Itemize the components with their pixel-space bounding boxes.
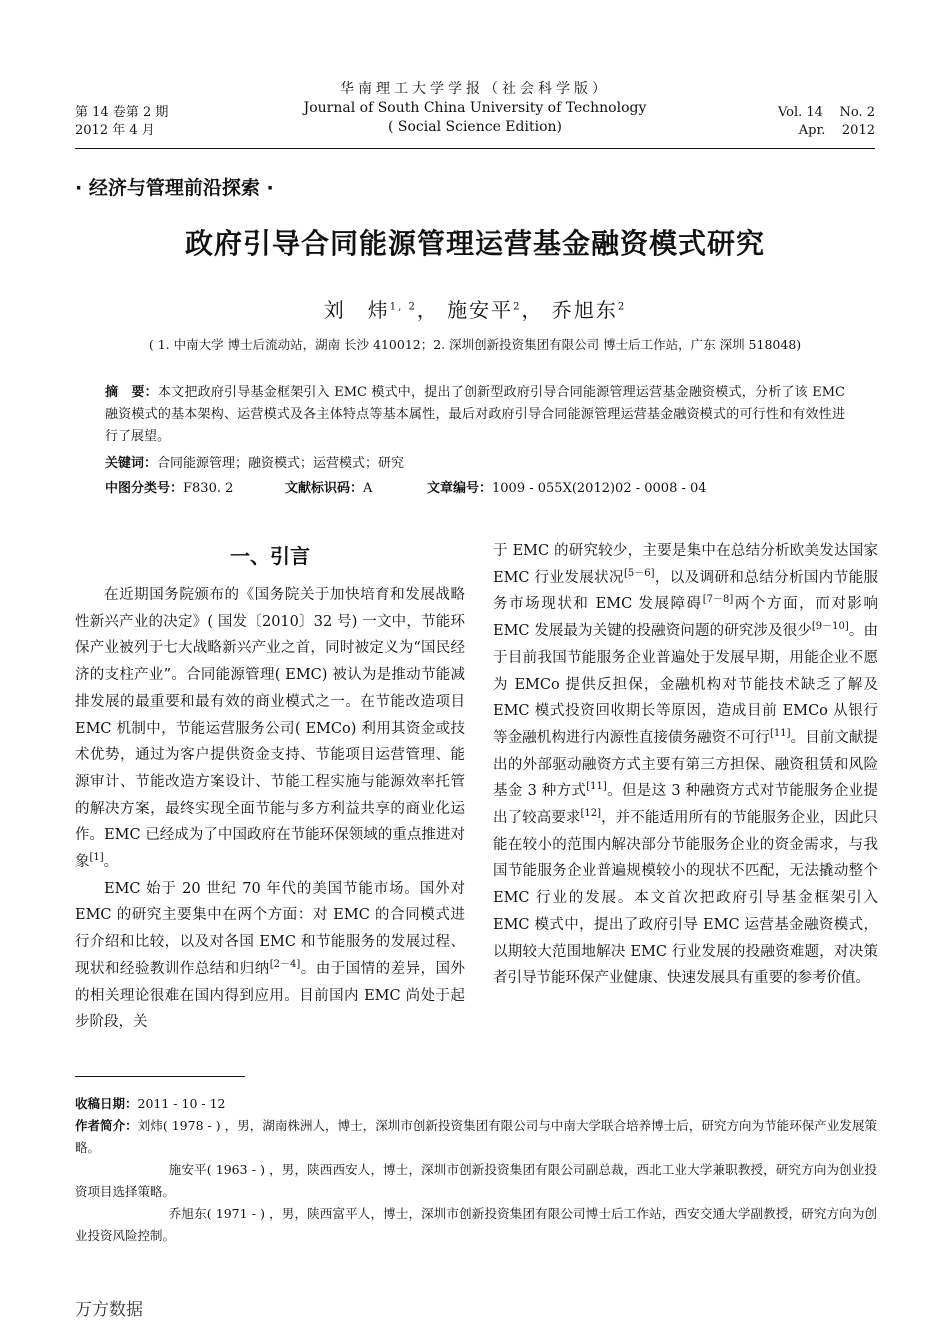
author-affil-sup: 2 — [617, 301, 627, 313]
paragraph-text: ，并不能适用所有的节能服务企业，因此只能在较小的范围内解决部分节能服务企业的资金需求，与我国节能服务企业普遍规模较小的现状不匹配，无法撬动整个 EMC 行业的发展。本文首次把政府引导基金框架引入 EMC 模式中，提出了政府引导 EMC 运营基金融资模式，以期较大范围地解决 EMC 行业发展的投融资难题，对决策者引导节能环保产业健康、快速发展具有重要的参考价值。 — [493, 810, 879, 987]
paragraph — [75, 582, 465, 876]
received-date — [75, 1093, 877, 1115]
paragraph-text: ，以及调研和总结分析国内节能服务市场现状和 EMC 发展障碍 — [493, 569, 879, 613]
doc-code-label: 文献标识码： — [285, 481, 364, 496]
citation: [12] — [580, 808, 602, 820]
left-column — [75, 582, 465, 1036]
volume-issue-cn: 第 14 卷第 2 期 — [75, 105, 169, 120]
paragraph-text: 。目前文献提出的外部驱动融资方式主要有第三方担保、融资租赁和风险基金 3 种方式 — [493, 729, 879, 800]
paragraph-text: 于 EMC 的研究较少，主要是集中在总结分析欧美发达国家 EMC 行业发展状况 — [493, 543, 878, 586]
right-column — [493, 538, 878, 992]
citation: [11] — [770, 728, 791, 740]
author-name: 施安平 — [447, 298, 514, 322]
abstract-text: 本文把政府引导基金框架引入 EMC 模式中，提出了创新型政府引导合同能源管理运营基金融资模式，分析了该 EMC 融资模式的基本架构、运营模式及各主体特点等基本属性，最后对政府引导合同能源管理运营基金融资模式的可行性和有效性进行了展望。 — [105, 385, 845, 444]
article-no-value: 1009 - 055X(2012)02 - 0008 - 04 — [492, 481, 707, 496]
journal-title-cn: 华南理工大学学报（社会科学版） — [340, 81, 610, 97]
clc-label: 中图分类号： — [105, 481, 184, 496]
clc-value: F830. 2 — [183, 481, 234, 496]
abstract-label: 摘 要： — [105, 385, 158, 400]
footnote-rule — [75, 1076, 245, 1077]
citation: [2－4] — [269, 959, 301, 971]
received-label: 收稿日期： — [75, 1096, 138, 1111]
paragraph — [75, 876, 465, 1036]
citation: [1] — [89, 852, 104, 864]
volume-en: Vol. 14 — [777, 105, 823, 120]
paragraph-text: 。但是这 3 种融资方式对节能服务企业提出了较高要求 — [493, 783, 878, 827]
year-en: 2012 — [841, 123, 875, 138]
author-sep: ， — [521, 298, 544, 322]
paragraph-text: 。由于国情的差异，国外的相关理论很难在国内得到应用。目前国内 EMC 尚处于起步阶段，关 — [75, 960, 466, 1031]
article-no-label: 文章编号： — [427, 481, 493, 496]
abstract — [105, 382, 845, 448]
citation: [7－8] — [702, 594, 734, 606]
number-en: No. 2 — [839, 105, 875, 120]
citation: [5－6] — [623, 567, 655, 579]
header-right — [778, 104, 875, 140]
watermark: 万方数据 — [75, 1300, 143, 1320]
paragraph-text: 两个方面，而对影响 EMC 发展最为关键的投融资问题的研究涉及很少 — [493, 596, 879, 640]
journal-edition-en: ( Social Science Edition) — [388, 119, 562, 135]
bio-text: 刘炜( 1978 - ) ，男，湖南株洲人，博士，深圳市创新投资集团有限公司与中南大学联合培养博士后，研究方向为节能环保产业发展策略。 — [75, 1118, 877, 1155]
paragraph-text: 。由于目前我国节能服务企业普遍处于发展早期，用能企业不愿为 EMCo 提供反担保，金融机构对节能技术缺乏了解及 EMC 模式投资回收期长等原因，造成目前 EMCo 从银行等金融机构进行内源性直接债务融资不可行 — [493, 623, 879, 746]
received-value: 2011 - 10 - 12 — [137, 1096, 226, 1111]
author-bio: 乔旭东( 1971 - ) ，男，陕西富平人，博士，深圳市创新投资集团有限公司博士后工作站，西安交通大学副教授，研究方向为创业投资风险控制。 — [75, 1206, 877, 1243]
author-name: 刘 炜 — [323, 298, 390, 322]
author-affil-sup: 1, 2 — [389, 301, 417, 313]
keywords — [105, 452, 404, 471]
author-affil-sup: 2 — [513, 301, 522, 313]
section-tag: · 经济与管理前沿探索 · — [75, 177, 274, 199]
journal-title-en: Journal of South China University of Technology — [303, 100, 647, 116]
section-heading: 一、引言 — [230, 544, 310, 568]
author-sep: ， — [416, 298, 439, 322]
bio-label: 作者简介： — [75, 1118, 138, 1133]
footnotes — [75, 1093, 877, 1247]
affiliations: ( 1. 中南大学 博士后流动站，湖南 长沙 410012；2. 深圳创新投资集团有限公司 博士后工作站，广东 深圳 518048) — [148, 337, 802, 352]
journal-header — [250, 80, 700, 137]
citation: [9－10] — [811, 621, 849, 633]
citation: [11] — [586, 781, 607, 793]
authors — [0, 294, 950, 323]
keywords-label: 关键词： — [105, 456, 158, 471]
paragraph-text: 在近期国务院颁布的《国务院关于加快培育和发展战略性新兴产业的决定》( 国发〔2010〕32 号) 一文中，节能环保产业被列于七大战略新兴产业之首，同时被定义为“国民经济的支柱产业”。合同能源管理( EMC) 被认为是推动节能减排发展的最重要和最有效的商业模式之一。在节能改造项目 EMC 机制中，节能运营服务公司( EMCo) 利用其资金或技术优势，通过为客户提供资金支持、节能项目运营管理、能源审计、节能改造方案设计、节能工程实施与能源效率托管的解决方案，最终实现全面节能与多方利益共享的商业化运作。EMC 已经成为了中国政府在节能环保领域的重点推进对象 — [75, 587, 465, 871]
author-bio: 施安平( 1963 - ) ，男，陕西西安人，博士，深圳市创新投资集团有限公司副总裁，西北工业大学兼职教授，研究方向为创业投资项目选择策略。 — [75, 1162, 877, 1199]
header-left — [75, 104, 168, 140]
doc-code-value: A — [363, 481, 373, 496]
paper-title: 政府引导合同能源管理运营基金融资模式研究 — [184, 227, 765, 260]
author-bio — [75, 1115, 877, 1159]
header-rule — [75, 148, 875, 149]
keywords-text: 合同能源管理；融资模式；运营模式；研究 — [157, 456, 405, 471]
date-cn: 2012 年 4 月 — [75, 123, 155, 138]
month-en: Apr. — [798, 123, 826, 138]
author-name: 乔旭东 — [551, 298, 618, 322]
paragraph — [493, 538, 878, 992]
paragraph-text: EMC 始于 20 世纪 70 年代的美国节能市场。国外对 EMC 的研究主要集中在两个方面：对 EMC 的合同模式进行介绍和比较，以及对各国 EMC 和节能服务的发展过程、现状和经验教训作总结和归纳 — [75, 880, 465, 977]
paragraph-text: 。 — [103, 854, 119, 871]
